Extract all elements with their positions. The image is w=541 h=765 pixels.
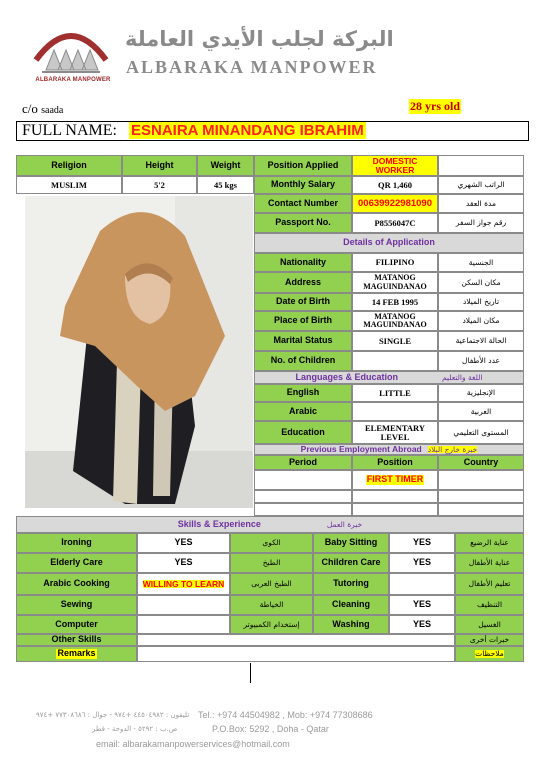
nationality-value: FILIPINO [352,253,438,272]
arabic-value [352,402,438,421]
children-value [352,351,438,371]
employment-section-header [254,444,524,455]
period-column-header: Period [254,455,352,470]
remarks-ar-cell [455,646,524,662]
skill-washing-ar: الغسيل [455,615,524,634]
employment-row-period [254,503,352,516]
skill-washing-label: Washing [313,615,389,634]
employment-title-ar: خبرة خارج البلاد [427,444,478,454]
skill-computer-label: Computer [16,615,137,634]
skill-children-care-ar: عناية الأطفال [455,553,524,573]
languages-section-header [254,371,524,384]
divider [250,663,251,683]
remarks-label-cell [16,646,137,662]
religion-label: Religion [16,155,122,176]
remarks-ar: ملاحظات [475,649,504,659]
employment-row-country [438,503,524,516]
children-ar: عدد الأطفال [438,351,524,371]
position-applied-label: Position Applied [254,155,352,176]
arabic-label: Arabic [254,402,352,421]
employment-row-country [438,470,524,490]
education-ar: المستوى التعليمي [438,421,524,444]
skills-section-header [16,516,524,533]
skill-tutoring-label: Tutoring [313,573,389,595]
skill-arabic-cooking-label: Arabic Cooking [16,573,137,595]
passport-label: Passport No. [254,213,352,233]
address-label: Address [254,272,352,293]
details-section-header: Details of Application [254,233,524,253]
education-value: ELEMENTARY LEVEL [352,421,438,444]
position-applied-ar [438,155,524,176]
address-ar: مكان السكن [438,272,524,293]
skills-title-ar: خبرة العمل [326,519,363,529]
employment-title: Previous Employment Abroad [300,444,422,455]
full-name-value: ESNAIRA MINANDANG IBRAHIM [131,122,364,139]
employment-row-country [438,490,524,503]
skill-baby-sitting-value: YES [389,533,455,553]
nationality-ar: الجنسية [438,253,524,272]
skills-title: Skills & Experience [177,518,261,529]
nationality-label: Nationality [254,253,352,272]
religion-value: MUSLIM [16,176,122,194]
marital-status-value: SINGLE [352,331,438,351]
skill-arabic-cooking-value [137,573,230,595]
footer-phone: Tel.: +974 44504982 , Mob: +974 77308686 [198,710,373,720]
height-label: Height [122,155,197,176]
skill-ironing-ar: الكوى [230,533,313,553]
skill-arabic-cooking-ar: الطبخ العربى [230,573,313,595]
skill-children-care-label: Children Care [313,553,389,573]
contact-number-value: 00639922981090 [352,194,438,213]
weight-value: 45 kgs [197,176,254,194]
date-of-birth-value: 14 FEB 1995 [352,293,438,311]
children-label: No. of Children [254,351,352,371]
position-column-header: Position [352,455,438,470]
skill-sewing-label: Sewing [16,595,137,615]
skill-washing-value: YES [389,615,455,634]
position-applied-value: DOMESTIC WORKER [352,155,438,176]
skill-tutoring-ar: تعليم الأطفال [455,573,524,595]
company-name: ALBARAKA MANPOWER [126,57,378,77]
other-skills-ar: خبرات أخرى [455,634,524,646]
skill-sewing-ar: الخياطة [230,595,313,615]
skill-ironing-value: YES [137,533,230,553]
skill-computer-value [137,615,230,634]
date-of-birth-label: Date of Birth [254,293,352,311]
employment-row-period [254,470,352,490]
skill-elderly-care-ar: الطبخ [230,553,313,573]
footer-po-ar: ص.ب : ٥٢٩٢ - الدوحة - قطر [92,725,178,733]
weight-label: Weight [197,155,254,176]
first-timer-label: FIRST TIMER [366,474,424,485]
country-column-header: Country [438,455,524,470]
skill-cleaning-value: YES [389,595,455,615]
skill-elderly-care-label: Elderly Care [16,553,137,573]
monthly-salary-label: Monthly Salary [254,176,352,194]
skill-children-care-value: YES [389,553,455,573]
english-value: LITTLE [352,384,438,402]
care-of: c/o saada [22,101,64,116]
age-badge: 28 yrs old [410,99,461,113]
employment-row-period [254,490,352,503]
company-logo [32,14,110,80]
contact-number-ar: مدة العقد [438,194,524,213]
date-of-birth-ar: تاريخ الميلاد [438,293,524,311]
languages-title: Languages & Education [295,371,398,382]
footer-email: email: albarakamanpowerservices@hotmail.com [96,739,290,749]
skill-baby-sitting-ar: عناية الرضيع [455,533,524,553]
place-of-birth-ar: مكان الميلاد [438,311,524,331]
other-skills-value [137,634,455,646]
skill-cleaning-ar: التنظيف [455,595,524,615]
address-value: MATANOG MAGUINDANAO [352,272,438,293]
monthly-salary-ar: الراتب الشهري [438,176,524,194]
english-ar: الإنجليزية [438,384,524,402]
skill-sewing-value [137,595,230,615]
skill-tutoring-value [389,573,455,595]
skill-baby-sitting-label: Baby Sitting [313,533,389,553]
place-of-birth-label: Place of Birth [254,311,352,331]
languages-title-ar: اللغة والتعليم [442,372,483,382]
full-name-label: FULL NAME: [22,122,117,139]
logo-caption: ALBARAKA MANPOWER [35,77,111,83]
footer-phone-ar: تليفون : ٤٤٥٠٤٩٨٢ +٩٧٤ - جوال : ٧٧٣٠٨٦٨٦ +٩٧٤ [36,711,190,719]
skill-cleaning-label: Cleaning [313,595,389,615]
applicant-photo [25,196,253,508]
english-label: English [254,384,352,402]
skill-elderly-care-value: YES [137,553,230,573]
marital-status-ar: الحالة الاجتماعية [438,331,524,351]
footer [36,708,506,756]
monthly-salary-value: QR 1,460 [352,176,438,194]
passport-ar: رقم جواز السفر [438,213,524,233]
employment-row-position [352,490,438,503]
skill-computer-ar: إستخدام الكمبيوتر [230,615,313,634]
employment-row-position [352,470,438,490]
remarks-value [137,646,455,662]
arabic-ar: العربية [438,402,524,421]
other-skills-label: Other Skills [16,634,137,646]
remarks-label: Remarks [57,648,96,659]
height-value: 5'2 [122,176,197,194]
care-of-value: saada [41,105,64,116]
company-name-arabic: البركة لجلب الأيدي العاملة [125,27,394,51]
employment-row-position [352,503,438,516]
footer-po: P.O.Box: 5292 , Doha - Qatar [212,724,329,734]
passport-value: P8556047C [352,213,438,233]
place-of-birth-value: MATANOG MAGUINDANAO [352,311,438,331]
education-label: Education [254,421,352,444]
contact-number-label: Contact Number [254,194,352,213]
skill-ironing-label: Ironing [16,533,137,553]
marital-status-label: Marital Status [254,331,352,351]
willing-to-learn-label: WILLING TO LEARN [142,578,225,589]
